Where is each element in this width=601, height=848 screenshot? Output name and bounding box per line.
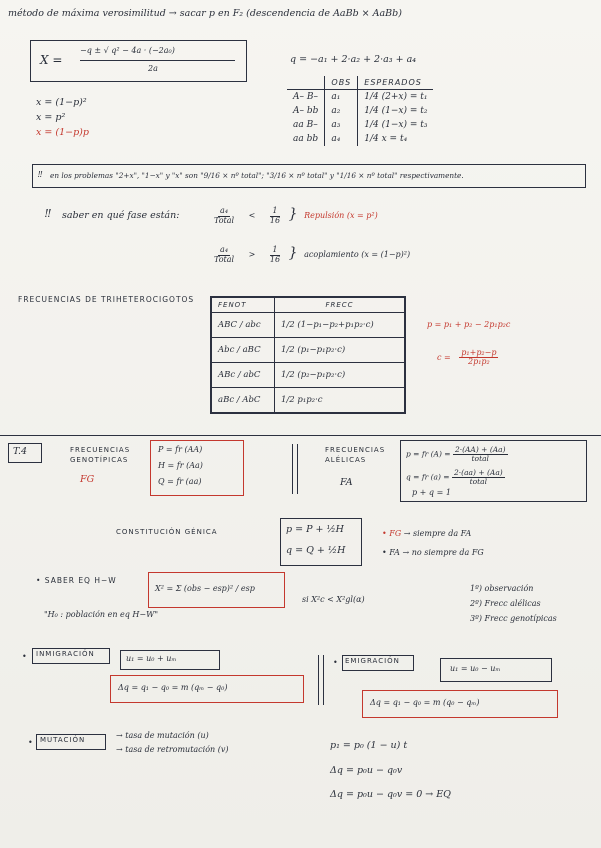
- mutacion-eq-3: Δq = p₀u − q₀v = 0 → EQ: [330, 789, 451, 800]
- obs-row-pheno: A– bb: [293, 106, 319, 116]
- trihet-frecc: 1/2 (p₁−p₁p₂·c): [275, 338, 406, 363]
- phase-1-num: a₄: [220, 206, 229, 216]
- phase-1-op: <: [248, 211, 256, 220]
- mutacion-item-2: → tasa de retromutación (v): [116, 745, 229, 754]
- double-bar-right: [323, 655, 324, 705]
- allelic-sum: p + q = 1: [412, 488, 451, 497]
- trihet-header: [211, 297, 405, 313]
- trihet-p-formula: p = p₁ + p₂ − 2p₁p₂c: [427, 320, 511, 329]
- phase-fraction: [214, 245, 410, 264]
- page-title: método de máxima verosimilitud → sacar p en F₂ (descendencia de AaBb × AaBb): [8, 8, 402, 19]
- hw-condition: si X²c < X²gl(α): [302, 595, 365, 604]
- hw-h0: "H₀ : población en eq H−W": [44, 610, 158, 619]
- trihet-frecc: 1/2 p₁p₂·c: [275, 388, 406, 414]
- c-lhs: c =: [437, 352, 451, 362]
- phase-2-result: acoplamiento (x = (1−p)²): [304, 250, 411, 259]
- x-formula-lhs: X =: [40, 53, 63, 67]
- inmigracion-bottom: Δq = q₁ − q₀ = m (qₘ − q₀): [118, 683, 228, 692]
- hw-label: • SABER EQ H−W: [36, 576, 117, 585]
- table-row: [211, 313, 405, 338]
- warning-icon: ‼: [45, 207, 51, 220]
- mutacion-item-1: → tasa de mutación (u): [116, 731, 209, 740]
- c-frac: [459, 349, 498, 367]
- note-text: en los problemas "2+x", "1−x" y "x" son "9/16 × nº total"; "3/16 × nº total" y "1/16 × nº total" respectivamente.: [50, 171, 464, 180]
- obs-header-blank: [287, 76, 325, 90]
- phase-2-num: a₄: [220, 245, 229, 255]
- trihet-header-frecc: FRECC: [275, 297, 406, 313]
- phase-2-den: Total: [214, 254, 235, 264]
- obs-row-obs: a₂: [325, 104, 358, 118]
- double-bar-left: [292, 444, 293, 494]
- phase-1-den: Total: [214, 215, 235, 225]
- obs-row-esp: 1/4 (2+x) = t₁: [364, 92, 428, 102]
- bullet-icon: •: [22, 652, 27, 661]
- obs-header-esperados: ESPERADOS: [364, 78, 422, 87]
- c-num: p₁+p₂−p: [461, 348, 497, 357]
- hw-formula: X² = Σ (obs − esp)² / esp: [155, 584, 255, 593]
- allelic-p-lhs: p = fr (A) =: [406, 449, 451, 459]
- allelic-p-frac: [453, 446, 508, 463]
- phase-label: saber en qué fase están:: [62, 210, 180, 221]
- obs-row-obs: a₃: [325, 118, 358, 132]
- x-def-1: x = (1−p)²: [36, 97, 87, 108]
- constitucion-q: q = Q + ½H: [286, 545, 346, 556]
- phase-1-rnum: 1: [272, 206, 278, 216]
- c-den: 2p₁p₂: [468, 357, 490, 367]
- fa-label: FA: [340, 477, 353, 488]
- q-formula: q = −a₁ + 2·a₂ + 2·a₃ + a₄: [290, 54, 417, 65]
- mutacion-label: MUTACIÓN: [40, 736, 86, 744]
- bullet-icon: •: [28, 738, 33, 747]
- phase-fraction: [214, 206, 378, 225]
- x-formula-den: 2a: [148, 64, 158, 73]
- phase-2-rnum: 1: [272, 245, 278, 255]
- trihet-header-fenot: FENOT: [211, 297, 275, 313]
- genotypic-label: FRECUENCIAS GENOTÍPICAS: [70, 446, 131, 464]
- phase-1-rfrac: [270, 207, 280, 225]
- table-row: [211, 338, 405, 363]
- trihet-table: [210, 296, 406, 414]
- obs-row-esp: 1/4 (1−x) = t₂: [364, 106, 428, 116]
- table-row: [287, 132, 433, 146]
- allelic-p-den: total: [471, 453, 489, 463]
- x-formula-bar: [80, 60, 235, 61]
- hw-step-1: 1º) observación: [470, 584, 534, 593]
- trihet-fenot: ABc / abC: [211, 363, 275, 388]
- allelic-p-num: 2·(AA) + (Aa): [454, 445, 506, 454]
- mutacion-eq-1: p₁ = p₀ (1 − u) t: [330, 740, 408, 751]
- trihet-fenot: Abc / aBC: [211, 338, 275, 363]
- genotypic-p: P = fr (AA): [158, 445, 203, 454]
- obs-row-pheno: aa bb: [293, 134, 319, 144]
- trihet-label: FRECUENCIAS DE TRIHETEROCIGOTOS: [18, 295, 195, 304]
- emigracion-label: EMIGRACIÓN: [345, 657, 400, 665]
- allelic-label: FRECUENCIAS ALÉLICAS: [325, 446, 386, 464]
- section-divider: [0, 435, 601, 436]
- obs-row-pheno: aa B–: [293, 120, 318, 130]
- genotypic-h: H = fr (Aa): [158, 461, 203, 470]
- table-row: [287, 104, 433, 118]
- phase-2-frac: [214, 246, 234, 264]
- double-bar-right: [297, 444, 298, 494]
- brace-icon: }: [288, 245, 298, 261]
- phase-2-rfrac: [270, 246, 280, 264]
- allelic-q-num: 2·(aa) + (Aa): [453, 468, 503, 477]
- emigracion-top: u₁ = u₀ − uₘ: [450, 664, 501, 673]
- x-def-3: x = (1−p)p: [36, 127, 89, 138]
- trihet-frecc: 1/2 (p₂−p₁p₂·c): [275, 363, 406, 388]
- allelic-q-lhs: q = fr (a) =: [406, 472, 450, 482]
- trihet-frecc: 1/2 (1−p₁−p₂+p₁p₂·c): [275, 313, 406, 338]
- constitucion-label: CONSTITUCIÓN GÉNICA: [116, 528, 218, 536]
- allelic-q-frac: [452, 469, 505, 486]
- phase-2-rden: 16: [269, 254, 281, 264]
- constitucion-bullet-1: [382, 529, 471, 538]
- obs-row-obs: a₁: [325, 90, 358, 105]
- trihet-fenot: aBc / AbC: [211, 388, 275, 414]
- obs-table: [287, 76, 433, 146]
- fg-label: FG: [80, 474, 95, 485]
- obs-table-header: [287, 76, 433, 90]
- allelic-q-den: total: [469, 476, 488, 486]
- inmigracion-label: INMIGRACIÓN: [36, 650, 95, 658]
- mutacion-eq-2: Δq = p₀u − q₀v: [330, 765, 403, 776]
- constitucion-p: p = P + ½H: [286, 524, 344, 535]
- hw-step-2: 2º) Frecc alélicas: [470, 599, 541, 608]
- phase-2-op: >: [248, 250, 256, 259]
- brace-icon: }: [288, 206, 298, 222]
- bullet-2-pre: • FA: [382, 548, 400, 557]
- obs-row-pheno: A– B–: [293, 92, 318, 102]
- allelic-q: [406, 469, 505, 486]
- hw-step-3: 3º) Frecc genotípicas: [470, 614, 557, 623]
- obs-row-esp: 1/4 (1−x) = t₃: [364, 120, 428, 130]
- trihet-fenot: ABC / abc: [211, 313, 275, 338]
- obs-row-obs: a₄: [325, 132, 358, 146]
- constitucion-bullet-2: [382, 548, 484, 557]
- bullet-1-pre: • FG: [382, 529, 402, 538]
- obs-row-esp: 1/4 x = t₄: [364, 134, 408, 144]
- emigracion-bottom: Δq = q₁ − q₀ = m (q₀ − qₘ): [370, 698, 480, 707]
- phase-1-rden: 16: [269, 215, 281, 225]
- allelic-p: [406, 446, 508, 463]
- x-formula-num: −q ± √ q² − 4a · (−2a₀): [80, 46, 175, 55]
- table-row: [211, 388, 405, 414]
- table-row: [287, 118, 433, 132]
- bullet-icon: •: [333, 658, 338, 667]
- phase-1-frac: [214, 207, 234, 225]
- double-bar-left: [318, 655, 319, 705]
- inmigracion-top: u₁ = u₀ + uₘ: [126, 654, 177, 663]
- bullet-1-text: → siempre da FA: [403, 529, 472, 538]
- trihet-c-formula: [437, 349, 498, 367]
- warning-icon: ‼: [38, 170, 43, 179]
- obs-header-obs: OBS: [325, 76, 358, 90]
- genotypic-q: Q = fr (aa): [158, 477, 202, 486]
- table-row: [211, 363, 405, 388]
- x-def-2: x = p²: [36, 112, 66, 123]
- bullet-2-text: → no siempre da FG: [402, 548, 484, 557]
- phase-1-result: Repulsión (x = p²): [304, 211, 378, 220]
- table-row: [287, 90, 433, 105]
- t4-tag: T.4: [13, 446, 28, 457]
